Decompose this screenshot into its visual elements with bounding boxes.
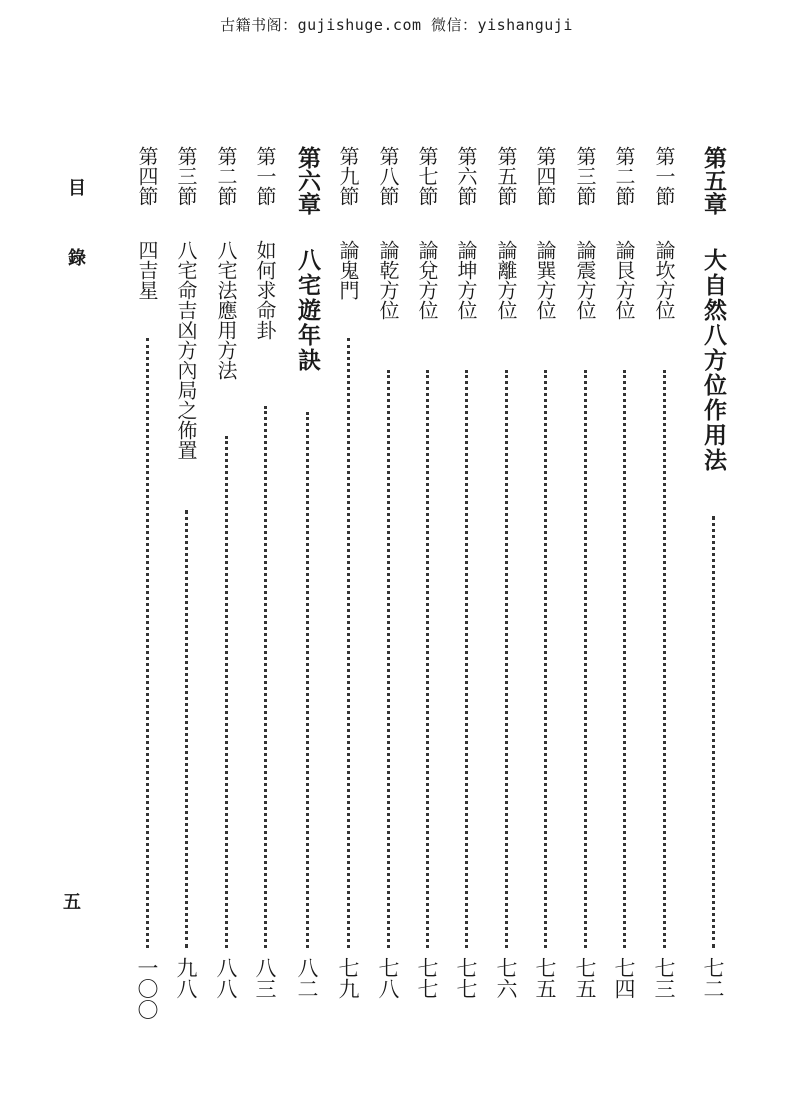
toc-entry xyxy=(410,0,444,1120)
watermark-header: 古籍书阁：gujishuge.com 微信：yishanguji xyxy=(220,16,573,34)
entry-page: 七五 xyxy=(533,957,557,999)
entry-page: 八二 xyxy=(295,957,319,999)
chapter-label: 第五章 xyxy=(700,146,727,215)
entry-title: 八宅命吉凶方內局之佈置 xyxy=(174,240,198,460)
entry-title: 論鬼門 xyxy=(336,240,360,300)
entry-page: 八八 xyxy=(214,957,238,999)
entry-title: 論坤方位 xyxy=(454,240,478,320)
entry-title: 論乾方位 xyxy=(376,240,400,320)
entry-title: 論震方位 xyxy=(573,240,597,320)
entry-title: 論巽方位 xyxy=(533,240,557,320)
section-label: 第一節 xyxy=(253,146,277,206)
entry-page: 八三 xyxy=(253,957,277,999)
section-label: 第四節 xyxy=(135,146,159,206)
entry-page: 七三 xyxy=(652,957,676,999)
entry-title: 論兌方位 xyxy=(415,240,439,320)
toc-entry xyxy=(130,0,164,1120)
entry-title: 大自然八方位作用法 xyxy=(700,248,727,473)
toc-entry xyxy=(696,0,730,1120)
toc-entry xyxy=(489,0,523,1120)
dot-leader xyxy=(264,406,270,948)
entry-page: 七二 xyxy=(701,957,725,999)
toc-entry xyxy=(209,0,243,1120)
entry-page: 七九 xyxy=(336,957,360,999)
entry-title: 八宅法應用方法 xyxy=(214,240,238,380)
dot-leader xyxy=(225,436,231,948)
entry-page: 七七 xyxy=(454,957,478,999)
dot-leader xyxy=(712,516,718,948)
section-label: 第一節 xyxy=(652,146,676,206)
dot-leader xyxy=(426,370,432,948)
toc-entry xyxy=(528,0,562,1120)
toc-entry xyxy=(371,0,405,1120)
entry-page: 七六 xyxy=(494,957,518,999)
entry-page: 一〇〇 xyxy=(135,957,159,1020)
section-label: 第九節 xyxy=(336,146,360,206)
toc-entry xyxy=(568,0,602,1120)
dot-leader xyxy=(465,370,471,948)
toc-entry xyxy=(449,0,483,1120)
toc-entry xyxy=(290,0,324,1120)
section-label: 第三節 xyxy=(573,146,597,206)
dot-leader xyxy=(146,338,152,948)
dot-leader xyxy=(306,412,312,948)
entry-title: 論艮方位 xyxy=(612,240,636,320)
entry-page: 七七 xyxy=(415,957,439,999)
toc-entry xyxy=(248,0,282,1120)
section-label: 第六節 xyxy=(454,146,478,206)
entry-title: 論坎方位 xyxy=(652,240,676,320)
entry-title: 八宅遊年訣 xyxy=(294,248,321,373)
dot-leader xyxy=(623,370,629,948)
entry-title: 論離方位 xyxy=(494,240,518,320)
dot-leader xyxy=(584,370,590,948)
dot-leader xyxy=(663,370,669,948)
dot-leader xyxy=(387,370,393,948)
entry-page: 九八 xyxy=(174,957,198,999)
page-number: 五 xyxy=(63,892,81,913)
section-label: 第四節 xyxy=(533,146,557,206)
entry-page: 七八 xyxy=(376,957,400,999)
dot-leader xyxy=(347,338,353,948)
dot-leader xyxy=(505,370,511,948)
section-label: 第八節 xyxy=(376,146,400,206)
section-title: 目錄 xyxy=(65,178,86,318)
entry-page: 七五 xyxy=(573,957,597,999)
toc-entry xyxy=(647,0,681,1120)
toc-entry xyxy=(331,0,365,1120)
section-label: 第七節 xyxy=(415,146,439,206)
dot-leader xyxy=(544,370,550,948)
toc-entry xyxy=(607,0,641,1120)
entry-title: 四吉星 xyxy=(135,240,159,300)
chapter-label: 第六章 xyxy=(294,146,321,215)
section-label: 第三節 xyxy=(174,146,198,206)
dot-leader xyxy=(185,510,191,948)
entry-page: 七四 xyxy=(612,957,636,999)
section-label: 第二節 xyxy=(214,146,238,206)
entry-title: 如何求命卦 xyxy=(253,240,277,340)
section-label: 第五節 xyxy=(494,146,518,206)
section-label: 第二節 xyxy=(612,146,636,206)
toc-entry xyxy=(169,0,203,1120)
